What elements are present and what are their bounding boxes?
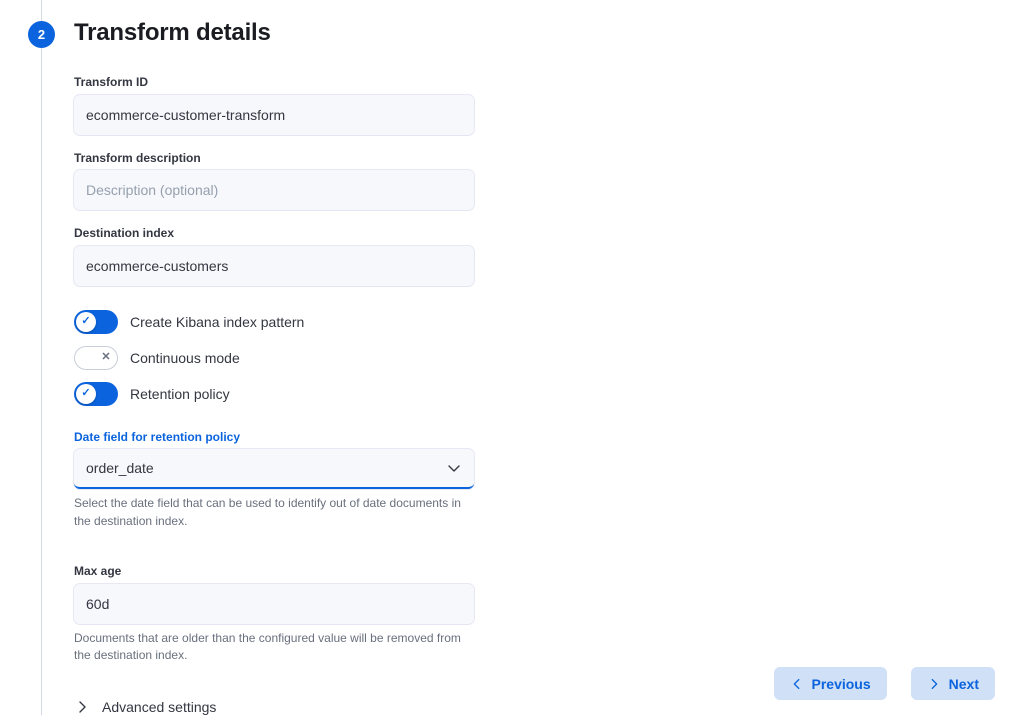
date-field-label: Date field for retention policy bbox=[74, 429, 241, 444]
check-icon: ✓ bbox=[81, 387, 91, 400]
continuous-mode-row[interactable] bbox=[74, 346, 474, 370]
transform-id-label: Transform ID bbox=[74, 75, 149, 89]
chevron-right-icon bbox=[74, 699, 90, 715]
toggle-knob bbox=[76, 384, 96, 404]
advanced-settings-label: Advanced settings bbox=[102, 698, 217, 715]
page-title: Transform details bbox=[74, 19, 271, 46]
chevron-left-icon bbox=[790, 677, 804, 691]
advanced-settings-accordion[interactable] bbox=[74, 699, 474, 715]
retention-policy-label: Retention policy bbox=[130, 385, 230, 402]
destination-index-field bbox=[74, 226, 474, 286]
chevron-down-icon bbox=[446, 460, 462, 476]
max-age-field bbox=[74, 564, 474, 664]
next-button[interactable] bbox=[911, 667, 995, 700]
date-field-select[interactable] bbox=[74, 449, 474, 489]
previous-button-label: Previous bbox=[811, 675, 871, 692]
transform-details-form bbox=[74, 75, 474, 715]
max-age-help-text: Documents that are older than the configured value will be removed from the destination index. bbox=[74, 630, 461, 663]
continuous-mode-toggle[interactable] bbox=[74, 346, 118, 370]
previous-button[interactable] bbox=[774, 667, 887, 700]
date-field-field bbox=[74, 430, 474, 530]
transform-description-input[interactable] bbox=[74, 170, 474, 210]
transform-description-field bbox=[74, 151, 474, 211]
next-button-label: Next bbox=[948, 675, 979, 692]
wizard-footer bbox=[774, 667, 996, 700]
transform-id-field bbox=[74, 75, 474, 135]
cross-icon: ✕ bbox=[101, 351, 111, 364]
create-index-pattern-label: Create Kibana index pattern bbox=[130, 313, 305, 330]
destination-index-input[interactable] bbox=[74, 246, 474, 286]
step-content bbox=[74, 0, 974, 715]
create-index-pattern-toggle[interactable] bbox=[74, 310, 118, 334]
continuous-mode-label: Continuous mode bbox=[130, 349, 240, 366]
chevron-right-icon bbox=[927, 677, 941, 691]
transform-description-label: Transform description bbox=[74, 150, 201, 165]
date-field-value: order_date bbox=[86, 460, 154, 477]
step-rail-divider bbox=[41, 0, 42, 715]
destination-index-label: Destination index bbox=[74, 226, 175, 241]
toggle-knob bbox=[76, 312, 96, 332]
check-icon: ✓ bbox=[81, 315, 91, 328]
max-age-input[interactable] bbox=[74, 584, 474, 624]
retention-policy-toggle[interactable] bbox=[74, 382, 118, 406]
toggle-knob bbox=[96, 348, 116, 368]
date-field-help-text: Select the date field that can be used to identify out of date documents in the destination index. bbox=[74, 496, 461, 528]
create-index-pattern-row[interactable] bbox=[74, 310, 474, 334]
retention-policy-row[interactable] bbox=[74, 382, 474, 406]
step-number-badge: 2 bbox=[28, 21, 55, 48]
max-age-label: Max age bbox=[74, 564, 122, 579]
transform-id-input[interactable] bbox=[74, 95, 474, 135]
